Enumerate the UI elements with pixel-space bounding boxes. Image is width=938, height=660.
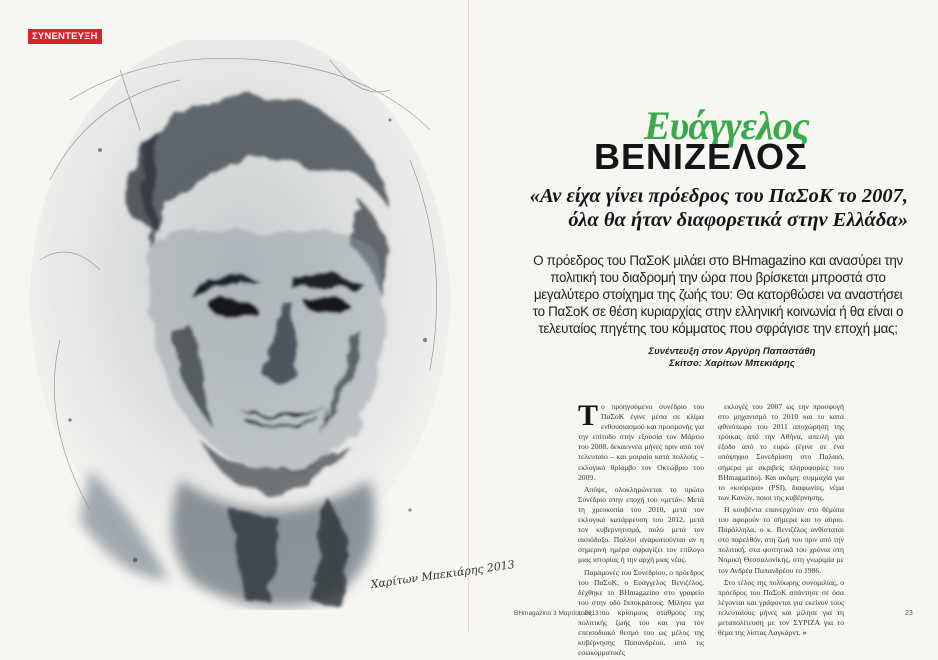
- body-paragraph-text: ο προηγούμενο συνέδριο του ΠαΣοΚ έγινε μέσα σε κλίμα ενθουσιασμού και προσμονής για την επίτοδο στην εξουσία τον Μάρτιο του 2008, δεκαεννέα μήνες πριν από τον τελευταίο – και μοιραίο κατά πολλούς – εκλογικό θρίαμβο τον Οκτώβριο του 2009.: [578, 402, 704, 482]
- body-paragraph: Απόψε, ολοκληρώνεται το πρώτο Συνέδριο στην εποχή του «μετά». Μετά τη χρεοκοπία του 2010, μετά τον εκλογικό κατάρρευση του 2012, μετά τον κυβερνητισμό, πολύ μετά τον αισιόδοξο. Πολλοί αναρωτιούνται αν η σημερινή ημέρα σφραγίζει τον επίλογο μιας ιστορίας ή την αρχή μιας νέας.: [578, 484, 704, 565]
- body-paragraph-text: Στο τέλος της πολύωρης συνομιλίας, ο πρόεδρος του ΠαΣοΚ απάντησε σε όσα λέγονται και γράφονται για εκείνον τους τελευταίους μήνες και μίλησε για τη μεταπολίτευση με τον ΣΥΡΙΖΑ για το θέμα της λίστας Λαγκάρντ.: [718, 577, 844, 638]
- body-paragraph: εκλογές του 2007 ως την προσφυγή στο μηχανισμό το 2010 και το κατά φθινόπωρο του 2011 αποχώρηση της τρόικας από την Αθήνα, απειλή για έξοδο από το ευρώ (έγινε σε ένα υπόψηφιο Συνεδρίαση στο Παλαιό, σήμερα με ακριβείς πληροφορίες του BHmagazino). Και ακόμη: συμμαχία για το «κούρεμα» (PSI), διαφωνίες, νέμα των Κανών, ποιοι της κυβέρνησης.: [718, 402, 844, 502]
- end-mark: »: [802, 628, 807, 638]
- section-tag: ΣΥΝΕΝΤΕΥΞΗ: [28, 29, 102, 44]
- lead-paragraph: Ο πρόεδρος του ΠαΣοΚ μιλάει στο BHmagazino και ανασύρει την πολιτική του διαδρομή την ώρα που βρίσκεται μπροστά στο μεγαλύτερο στοίχημα της ζωής του: Θα κατορθώσει να αναστήσει το ΠαΣοΚ σε θέση κυριαρχίας στην ελληνική κοινωνία ή θα είναι ο τελευταίος πηγέτης του κόμματος που σφράγισε την εποχή μας;: [532, 253, 904, 336]
- portrait-sketch: [30, 40, 460, 610]
- page-gutter: [468, 0, 469, 633]
- credits: [600, 346, 864, 370]
- surname-heading: ΒΕΝΙΖΕΛΟΣ: [594, 136, 808, 177]
- artist-signature: Χαρίτων Μπεκιάρης 2013: [369, 557, 516, 592]
- interviewer-credit: Συνέντευξη στον Αργύρη Παπαστάθη: [648, 346, 816, 357]
- drop-cap: Τ: [578, 399, 599, 432]
- body-paragraph: [578, 399, 704, 483]
- body-paragraph: Η κουβέντα επανερχόταν στο θέματα του αφορούν το σήμερα και το αύριο. Παράλληλα, ο κ. Βενιζέλος ανθίσταται στο παρελθόν, στη ζωή του πριν από την πολιτική, στα φοιτητικά του χρόνια στη Νομική Θεσσαλονίκης, στη γνωριμία με τον Ανδρέα Παπανδρέου το 1986.: [718, 504, 844, 575]
- page-number: 23: [905, 610, 913, 617]
- body-column-2: [718, 402, 844, 640]
- footer-publication: BHmagazino 3 Μαρτίου 2013: [514, 610, 599, 617]
- body-column-1: [578, 399, 704, 660]
- pull-quote: «Αν είχα γίνει πρόεδρος του ΠαΣοΚ το 2007, όλα θα ήταν διαφορετικά στην Ελλάδα»: [529, 185, 908, 231]
- body-paragraph: Παραμονές του Συνεδρίου, ο πρόεδρος του ΠαΣοΚ, ο Ευάγγελος Βενιζέλος, δέχθηκε το BHmagazino στο γραφείο του στην οδό Ιπποκράτους. Μίλησε για τους πιο κρίσιμους σταθμούς της πολιτικής ζωής του και για τον επεισοδιακό θεσμό του ως μέλος της κυβέρνησης Παπανδρέου, από τις εσωκομματικές: [578, 567, 704, 658]
- body-paragraph: [718, 578, 844, 639]
- first-name-heading: Ευάγγελος: [644, 103, 809, 148]
- sketch-credit: Σκίτσο: Χαρίτων Μπεκιάρης: [669, 358, 795, 369]
